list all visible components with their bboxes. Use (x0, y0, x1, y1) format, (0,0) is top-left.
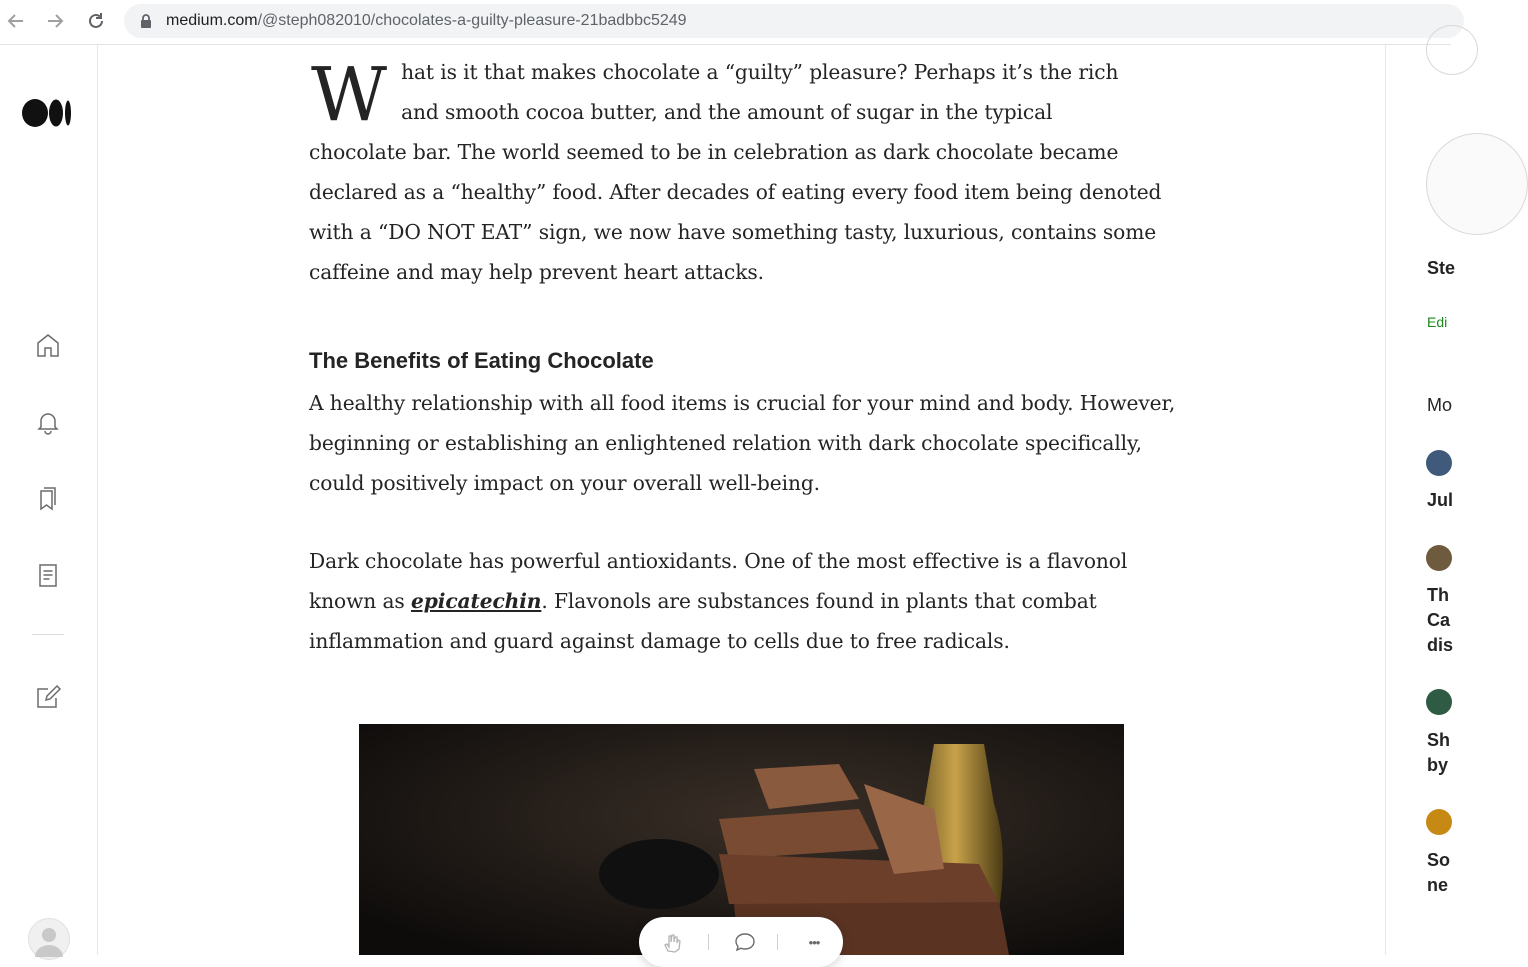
forward-icon[interactable] (43, 9, 67, 33)
intro-line-2: and smooth cocoa butter, and the amount of sugar in the typical (401, 100, 1053, 124)
story-title[interactable]: ne (1427, 875, 1449, 895)
story-author-avatar[interactable] (1426, 450, 1452, 476)
url-path: /@steph082010/chocolates-a-guilty-pleasure-21badbbc5249 (257, 12, 687, 29)
home-icon[interactable] (33, 330, 63, 360)
bookmarks-icon[interactable] (33, 484, 63, 514)
url-domain: medium.com (166, 12, 258, 29)
story-author-avatar[interactable] (1426, 545, 1452, 571)
paragraph-relationship: A healthy relationship with all food items is crucial for your mind and body. However, beginning or establishing an enlightened relation with dark chocolate specifically, could positively impact on your overall well-being. (309, 391, 1176, 495)
story-title[interactable]: dis (1427, 635, 1454, 655)
edit-profile-link[interactable]: Edi (1427, 314, 1448, 330)
para3-text-before: Dark chocolate has powerful antioxidants. One of the most effective is a flavonol known as (309, 549, 1128, 613)
write-icon[interactable] (33, 682, 63, 712)
action-separator (708, 934, 709, 950)
bell-icon[interactable] (33, 407, 63, 437)
back-icon[interactable] (4, 9, 28, 33)
story-title[interactable]: Sh (1427, 730, 1451, 750)
medium-logo-icon[interactable] (21, 97, 73, 134)
para3-text-after: . Flavonols are substances found in plants that combat inflammation and guard against damage to cells due to free radicals. (309, 589, 1097, 653)
paragraph-antioxidants (309, 541, 1179, 661)
article-action-bar (639, 917, 843, 967)
browser-toolbar (0, 0, 1451, 45)
intro-line-1: hat is it that makes chocolate a “guilty” pleasure? Perhaps it’s the rich (401, 60, 1119, 84)
story-title[interactable]: So (1427, 850, 1451, 870)
story-title[interactable]: Th (1427, 585, 1449, 605)
story-author-avatar[interactable] (1426, 809, 1452, 835)
story-title[interactable]: Ca (1427, 610, 1451, 630)
clap-icon[interactable] (659, 929, 687, 955)
story-title[interactable]: by (1427, 755, 1449, 775)
comment-icon[interactable] (731, 929, 759, 955)
lock-icon (140, 14, 152, 33)
search-button[interactable] (1426, 25, 1478, 75)
section-heading: The Benefits of Eating Chocolate (309, 348, 654, 373)
stories-icon[interactable] (33, 560, 63, 590)
right-sidebar (1385, 45, 1456, 955)
intro-rest: chocolate bar. The world seemed to be in celebration as dark chocolate became declared as a “healthy” food. After decades of eating every food item being denoted with a “DO NOT EAT” sign, we now have something tasty, luxurious, contains some caffeine and may help prevent heart attacks. (309, 140, 1162, 284)
user-avatar[interactable] (28, 918, 70, 960)
story-author-avatar[interactable] (1426, 689, 1452, 715)
url-text (166, 12, 687, 30)
author-name[interactable]: Ste (1427, 258, 1456, 278)
address-bar[interactable] (124, 4, 1464, 38)
story-title[interactable]: Jul (1427, 490, 1454, 510)
article-body (309, 52, 1179, 661)
rail-divider (32, 634, 64, 635)
author-avatar[interactable] (1426, 133, 1528, 235)
epicatechin-link[interactable]: epicatechin (411, 589, 542, 613)
reload-icon[interactable] (84, 9, 108, 33)
more-from-heading: Mo (1427, 395, 1453, 415)
action-separator (777, 934, 778, 950)
drop-cap: W (311, 52, 388, 138)
more-icon[interactable]: ••• (808, 934, 820, 950)
intro-paragraph (309, 52, 1179, 292)
left-rail (0, 45, 98, 955)
